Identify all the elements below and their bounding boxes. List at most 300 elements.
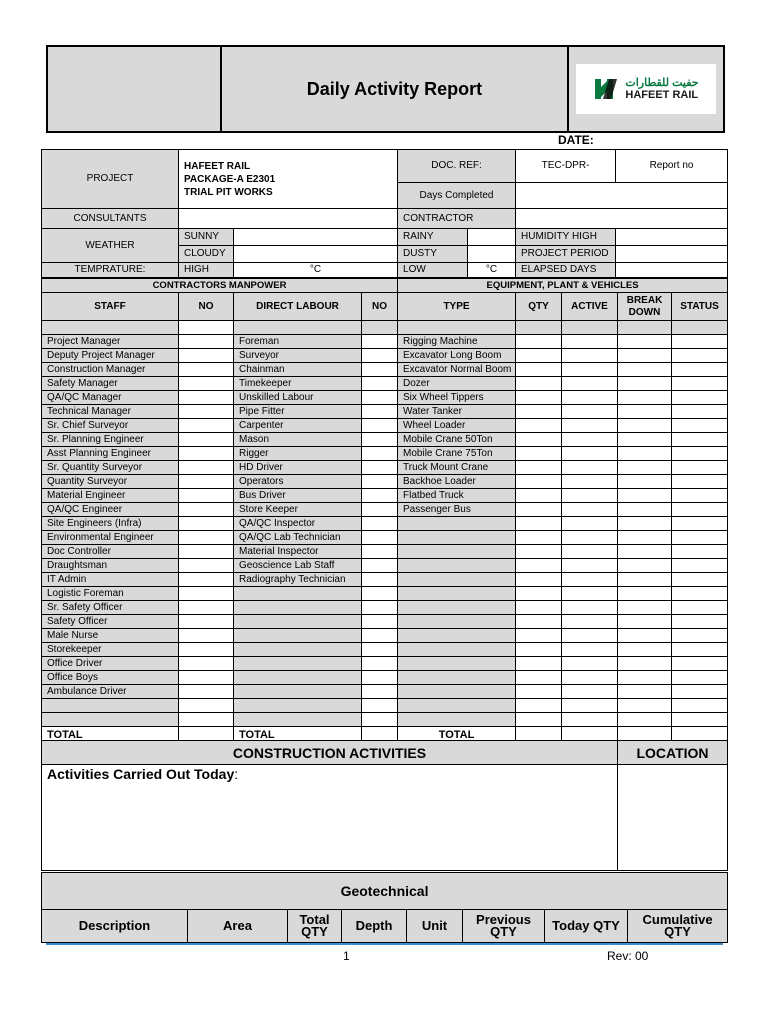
labour-count[interactable] — [362, 601, 398, 615]
elapsed-days-value[interactable] — [616, 263, 728, 278]
date-label: DATE: — [558, 133, 594, 147]
staff-role — [42, 713, 179, 727]
labour-role — [234, 699, 362, 713]
col-active: ACTIVE — [562, 293, 618, 321]
equipment-break-down[interactable] — [618, 377, 672, 391]
equipment-type: Six Wheel Tippers — [398, 391, 516, 405]
labour-count[interactable] — [362, 377, 398, 391]
activities-colon: : — [234, 766, 239, 782]
equipment-status[interactable] — [672, 349, 728, 363]
table-row — [42, 489, 728, 503]
col-labour-no: NO — [362, 293, 398, 321]
location-title: LOCATION — [618, 741, 728, 765]
equipment-total-label: TOTAL — [398, 727, 516, 743]
equipment-status[interactable] — [672, 629, 728, 643]
equipment-type — [398, 615, 516, 629]
weather-dusty-label: DUSTY — [398, 246, 468, 263]
staff-count[interactable] — [179, 615, 234, 629]
staff-count[interactable] — [179, 517, 234, 531]
equipment-qty[interactable] — [516, 461, 562, 475]
labour-count[interactable] — [362, 433, 398, 447]
equipment-break-down[interactable] — [618, 559, 672, 573]
table-row — [42, 461, 728, 475]
labour-count[interactable] — [362, 699, 398, 713]
equipment-type: Rigging Machine — [398, 335, 516, 349]
temp-low-unit[interactable]: °C — [468, 263, 516, 278]
equipment-qty[interactable] — [516, 447, 562, 461]
equipment-type — [398, 699, 516, 713]
equipment-qty[interactable] — [516, 629, 562, 643]
staff-role: Safety Officer — [42, 615, 179, 629]
labour-role — [234, 685, 362, 699]
equipment-break-down[interactable] — [618, 657, 672, 671]
labour-count[interactable] — [362, 587, 398, 601]
labour-count[interactable] — [362, 531, 398, 545]
weather-cloudy-label: CLOUDY — [179, 246, 234, 263]
col-status: STATUS — [672, 293, 728, 321]
equipment-status[interactable] — [672, 587, 728, 601]
labour-role: Chainman — [234, 363, 362, 377]
logo-text-arabic: حفيت للقطارات — [625, 77, 699, 89]
location-value[interactable] — [618, 765, 728, 871]
equipment-status[interactable] — [672, 685, 728, 699]
equipment-status[interactable] — [672, 335, 728, 349]
labour-count[interactable] — [362, 713, 398, 727]
equipment-qty[interactable] — [516, 545, 562, 559]
weather-sunny-value[interactable] — [234, 229, 398, 246]
equipment-break-down[interactable] — [618, 531, 672, 545]
labour-role: Operators — [234, 475, 362, 489]
equipment-active[interactable] — [562, 587, 618, 601]
equipment-break-down[interactable] — [618, 629, 672, 643]
table-row — [42, 615, 728, 629]
labour-count[interactable] — [362, 657, 398, 671]
equipment-type — [398, 587, 516, 601]
logo-cell — [568, 46, 724, 132]
equipment-active[interactable] — [562, 657, 618, 671]
activities-carried-out-label: Activities Carried Out Today — [47, 766, 235, 782]
labour-role: Unskilled Labour — [234, 391, 362, 405]
labour-count[interactable] — [362, 545, 398, 559]
equipment-active[interactable] — [562, 433, 618, 447]
equipment-active[interactable] — [562, 601, 618, 615]
labour-role: Geoscience Lab Staff — [234, 559, 362, 573]
equipment-active[interactable] — [562, 405, 618, 419]
equipment-status[interactable] — [672, 559, 728, 573]
equipment-type — [398, 601, 516, 615]
equipment-break-down[interactable] — [618, 489, 672, 503]
equipment-type: Wheel Loader — [398, 419, 516, 433]
table-row — [42, 405, 728, 419]
equipment-qty[interactable] — [516, 405, 562, 419]
equipment-qty[interactable] — [516, 531, 562, 545]
equipment-qty[interactable] — [516, 489, 562, 503]
header-blank-cell — [47, 46, 221, 132]
labour-count[interactable] — [362, 363, 398, 377]
equipment-status[interactable] — [672, 503, 728, 517]
equipment-qty[interactable] — [516, 601, 562, 615]
equipment-active[interactable] — [562, 531, 618, 545]
equipment-qty[interactable] — [516, 643, 562, 657]
equipment-qty[interactable] — [516, 615, 562, 629]
equipment-qty[interactable] — [516, 349, 562, 363]
equipment-break-down[interactable] — [618, 601, 672, 615]
contractor-value[interactable] — [516, 209, 728, 229]
equipment-active[interactable] — [562, 699, 618, 713]
days-completed-value[interactable] — [516, 183, 728, 209]
equipment-break-down[interactable] — [618, 503, 672, 517]
equipment-qty[interactable] — [516, 657, 562, 671]
geotechnical-col-header: Previous QTY — [463, 910, 545, 943]
report-no-label[interactable]: Report no — [616, 150, 728, 183]
col-staff: STAFF — [42, 293, 179, 321]
equipment-active[interactable] — [562, 377, 618, 391]
construction-activities-table — [41, 740, 728, 871]
equipment-break-down[interactable] — [618, 671, 672, 685]
labour-role: Radiography Technician — [234, 573, 362, 587]
table-row — [42, 503, 728, 517]
equipment-break-down[interactable] — [618, 405, 672, 419]
equipment-break-down[interactable] — [618, 685, 672, 699]
weather-dusty-value[interactable] — [468, 246, 516, 263]
project-period-value[interactable] — [616, 246, 728, 263]
equipment-type — [398, 573, 516, 587]
table-row — [42, 629, 728, 643]
labour-total-label: TOTAL — [234, 727, 362, 743]
table-row — [42, 559, 728, 573]
equipment-qty[interactable] — [516, 419, 562, 433]
staff-count[interactable] — [179, 531, 234, 545]
doc-ref-label: DOC. REF: — [398, 150, 516, 183]
temp-low-label: LOW — [398, 263, 468, 278]
staff-count[interactable] — [179, 601, 234, 615]
equipment-qty[interactable] — [516, 363, 562, 377]
equipment-active[interactable] — [562, 685, 618, 699]
equipment-active[interactable] — [562, 615, 618, 629]
geotechnical-col-header: Cumulative QTY — [628, 910, 728, 943]
equipment-break-down[interactable] — [618, 699, 672, 713]
equipment-type — [398, 629, 516, 643]
staff-role: Safety Manager — [42, 377, 179, 391]
equipment-active[interactable] — [562, 349, 618, 363]
equipment-break-down[interactable] — [618, 545, 672, 559]
project-period-label: PROJECT PERIOD — [516, 246, 616, 263]
days-completed-label: Days Completed — [398, 183, 516, 209]
equipment-qty[interactable] — [516, 335, 562, 349]
labour-count[interactable] — [362, 405, 398, 419]
staff-role: Male Nurse — [42, 629, 179, 643]
equipment-active[interactable] — [562, 671, 618, 685]
equipment-break-down[interactable] — [618, 475, 672, 489]
staff-count[interactable] — [179, 671, 234, 685]
staff-role: QA/QC Manager — [42, 391, 179, 405]
equipment-active[interactable] — [562, 559, 618, 573]
equipment-break-down[interactable] — [618, 335, 672, 349]
equipment-qty[interactable] — [516, 685, 562, 699]
table-row — [42, 643, 728, 657]
equipment-qty[interactable] — [516, 517, 562, 531]
staff-count[interactable] — [179, 629, 234, 643]
equipment-break-down[interactable] — [618, 433, 672, 447]
equipment-status[interactable] — [672, 391, 728, 405]
equipment-status[interactable] — [672, 615, 728, 629]
staff-count[interactable] — [179, 363, 234, 377]
elapsed-days-label: ELAPSED DAYS — [516, 263, 616, 278]
equipment-status[interactable] — [672, 657, 728, 671]
labour-count[interactable] — [362, 643, 398, 657]
equipment-status[interactable] — [672, 517, 728, 531]
equipment-type: Excavator Long Boom — [398, 349, 516, 363]
labour-count[interactable] — [362, 475, 398, 489]
revision-label: Rev: 00 — [607, 949, 649, 963]
staff-role: Quantity Surveyor — [42, 475, 179, 489]
labour-count[interactable] — [362, 447, 398, 461]
equipment-active[interactable] — [562, 545, 618, 559]
staff-count[interactable] — [179, 475, 234, 489]
staff-count[interactable] — [179, 503, 234, 517]
equipment-qty[interactable] — [516, 503, 562, 517]
labour-count[interactable] — [362, 391, 398, 405]
staff-count[interactable] — [179, 643, 234, 657]
equipment-status[interactable] — [672, 475, 728, 489]
table-row — [42, 671, 728, 685]
equipment-qty[interactable] — [516, 671, 562, 685]
equipment-title: EQUIPMENT, PLANT & VEHICLES — [398, 279, 728, 293]
labour-role: Rigger — [234, 447, 362, 461]
staff-count[interactable] — [179, 405, 234, 419]
activities-carried-out-cell[interactable] — [42, 765, 618, 871]
staff-role: Sr. Safety Officer — [42, 601, 179, 615]
equipment-status[interactable] — [672, 671, 728, 685]
equipment-break-down[interactable] — [618, 713, 672, 727]
labour-count[interactable] — [362, 517, 398, 531]
equipment-type: Excavator Normal Boom — [398, 363, 516, 377]
equipment-qty[interactable] — [516, 377, 562, 391]
table-row — [42, 685, 728, 699]
project-line-3: TRIAL PIT WORKS — [184, 187, 273, 198]
equipment-break-down[interactable] — [618, 391, 672, 405]
staff-count[interactable] — [179, 559, 234, 573]
weather-sunny-label: SUNNY — [179, 229, 234, 246]
project-info-table — [41, 149, 728, 278]
equipment-type: Mobile Crane 75Ton — [398, 447, 516, 461]
equipment-type: Truck Mount Crane — [398, 461, 516, 475]
table-row — [42, 601, 728, 615]
equipment-type — [398, 517, 516, 531]
equipment-status[interactable] — [672, 713, 728, 727]
equipment-break-down[interactable] — [618, 419, 672, 433]
staff-count[interactable] — [179, 713, 234, 727]
page-number: 1 — [343, 949, 350, 963]
staff-count[interactable] — [179, 657, 234, 671]
staff-role: Environmental Engineer — [42, 531, 179, 545]
labour-role: QA/QC Inspector — [234, 517, 362, 531]
equipment-status[interactable] — [672, 489, 728, 503]
weather-cloudy-value[interactable] — [234, 246, 398, 263]
staff-role: Project Manager — [42, 335, 179, 349]
equipment-status[interactable] — [672, 601, 728, 615]
equipment-active[interactable] — [562, 475, 618, 489]
labour-count[interactable] — [362, 335, 398, 349]
labour-count[interactable] — [362, 615, 398, 629]
staff-count[interactable] — [179, 685, 234, 699]
equipment-active[interactable] — [562, 643, 618, 657]
geotechnical-col-header: Today QTY — [545, 910, 628, 943]
equipment-break-down[interactable] — [618, 643, 672, 657]
project-label: PROJECT — [42, 150, 179, 209]
equipment-status[interactable] — [672, 433, 728, 447]
weather-rainy-value[interactable] — [468, 229, 516, 246]
geotechnical-col-header: Unit — [407, 910, 463, 943]
labour-count[interactable] — [362, 349, 398, 363]
labour-count[interactable] — [362, 559, 398, 573]
equipment-active[interactable] — [562, 517, 618, 531]
equipment-qty[interactable] — [516, 559, 562, 573]
labour-role: Pipe Fitter — [234, 405, 362, 419]
staff-role: Logistic Foreman — [42, 587, 179, 601]
equipment-active[interactable] — [562, 489, 618, 503]
equipment-active[interactable] — [562, 363, 618, 377]
equipment-qty[interactable] — [516, 713, 562, 727]
equipment-status[interactable] — [672, 419, 728, 433]
equipment-status[interactable] — [672, 447, 728, 461]
equipment-qty[interactable] — [516, 433, 562, 447]
labour-role: Bus Driver — [234, 489, 362, 503]
project-name — [179, 150, 398, 209]
equipment-qty[interactable] — [516, 391, 562, 405]
staff-count[interactable] — [179, 545, 234, 559]
table-row — [42, 531, 728, 545]
page-title: Daily Activity Report — [221, 46, 568, 132]
equipment-break-down[interactable] — [618, 587, 672, 601]
equipment-break-down[interactable] — [618, 447, 672, 461]
staff-count[interactable] — [179, 335, 234, 349]
equipment-active[interactable] — [562, 629, 618, 643]
labour-role: Surveyor — [234, 349, 362, 363]
labour-role — [234, 671, 362, 685]
staff-role: Draughtsman — [42, 559, 179, 573]
equipment-status[interactable] — [672, 531, 728, 545]
equipment-type: Mobile Crane 50Ton — [398, 433, 516, 447]
doc-ref-value[interactable]: TEC-DPR- — [516, 150, 616, 183]
equipment-active[interactable] — [562, 391, 618, 405]
equipment-break-down[interactable] — [618, 573, 672, 587]
equipment-status[interactable] — [672, 377, 728, 391]
col-type: TYPE — [398, 293, 516, 321]
equipment-active[interactable] — [562, 447, 618, 461]
equipment-break-down[interactable] — [618, 363, 672, 377]
labour-role: Mason — [234, 433, 362, 447]
manpower-title: CONTRACTORS MANPOWER — [42, 279, 398, 293]
labour-count[interactable] — [362, 503, 398, 517]
labour-count[interactable] — [362, 489, 398, 503]
staff-role: Doc Controller — [42, 545, 179, 559]
labour-count[interactable] — [362, 573, 398, 587]
labour-role — [234, 629, 362, 643]
equipment-active[interactable] — [562, 335, 618, 349]
labour-role — [234, 587, 362, 601]
col-qty: QTY — [516, 293, 562, 321]
table-row — [42, 699, 728, 713]
temp-high-unit[interactable]: °C — [234, 263, 398, 278]
labour-count[interactable] — [362, 685, 398, 699]
humidity-high-value[interactable] — [616, 229, 728, 246]
equipment-type: Passenger Bus — [398, 503, 516, 517]
equipment-status[interactable] — [672, 545, 728, 559]
equipment-status[interactable] — [672, 699, 728, 713]
staff-role: Office Driver — [42, 657, 179, 671]
staff-role: Sr. Planning Engineer — [42, 433, 179, 447]
staff-count[interactable] — [179, 391, 234, 405]
equipment-qty[interactable] — [516, 587, 562, 601]
labour-role: Store Keeper — [234, 503, 362, 517]
labour-count[interactable] — [362, 629, 398, 643]
equipment-status[interactable] — [672, 461, 728, 475]
equipment-type — [398, 713, 516, 727]
labour-count[interactable] — [362, 419, 398, 433]
labour-role: HD Driver — [234, 461, 362, 475]
labour-count[interactable] — [362, 461, 398, 475]
consultants-value[interactable] — [179, 209, 398, 229]
staff-role: IT Admin — [42, 573, 179, 587]
staff-count[interactable] — [179, 447, 234, 461]
project-line-2: PACKAGE-A E2301 — [184, 174, 276, 185]
geotechnical-table — [41, 872, 728, 943]
equipment-active[interactable] — [562, 573, 618, 587]
equipment-qty[interactable] — [516, 573, 562, 587]
consultants-label: CONSULTANTS — [42, 209, 179, 229]
equipment-break-down[interactable] — [618, 349, 672, 363]
equipment-type — [398, 671, 516, 685]
equipment-status[interactable] — [672, 363, 728, 377]
equipment-status[interactable] — [672, 405, 728, 419]
labour-role — [234, 643, 362, 657]
construction-activities-title: CONSTRUCTION ACTIVITIES — [42, 741, 618, 765]
col-direct-labour: DIRECT LABOUR — [234, 293, 362, 321]
staff-count[interactable] — [179, 461, 234, 475]
staff-role: QA/QC Engineer — [42, 503, 179, 517]
staff-role: Site Engineers (Infra) — [42, 517, 179, 531]
equipment-status[interactable] — [672, 573, 728, 587]
staff-count[interactable] — [179, 377, 234, 391]
equipment-active[interactable] — [562, 419, 618, 433]
staff-count[interactable] — [179, 419, 234, 433]
footer-rule — [46, 943, 723, 945]
labour-count[interactable] — [362, 671, 398, 685]
equipment-status[interactable] — [672, 643, 728, 657]
staff-count[interactable] — [179, 349, 234, 363]
staff-role — [42, 699, 179, 713]
staff-count[interactable] — [179, 573, 234, 587]
table-row — [42, 475, 728, 489]
equipment-type: Dozer — [398, 377, 516, 391]
staff-count[interactable] — [179, 433, 234, 447]
equipment-active[interactable] — [562, 713, 618, 727]
equipment-active[interactable] — [562, 461, 618, 475]
staff-count[interactable] — [179, 699, 234, 713]
equipment-break-down[interactable] — [618, 461, 672, 475]
equipment-active[interactable] — [562, 503, 618, 517]
equipment-qty[interactable] — [516, 699, 562, 713]
equipment-qty[interactable] — [516, 475, 562, 489]
equipment-break-down[interactable] — [618, 615, 672, 629]
staff-count[interactable] — [179, 489, 234, 503]
table-row — [42, 433, 728, 447]
equipment-break-down[interactable] — [618, 517, 672, 531]
staff-count[interactable] — [179, 587, 234, 601]
hafeet-logo-icon — [593, 76, 619, 102]
staff-role: Material Engineer — [42, 489, 179, 503]
